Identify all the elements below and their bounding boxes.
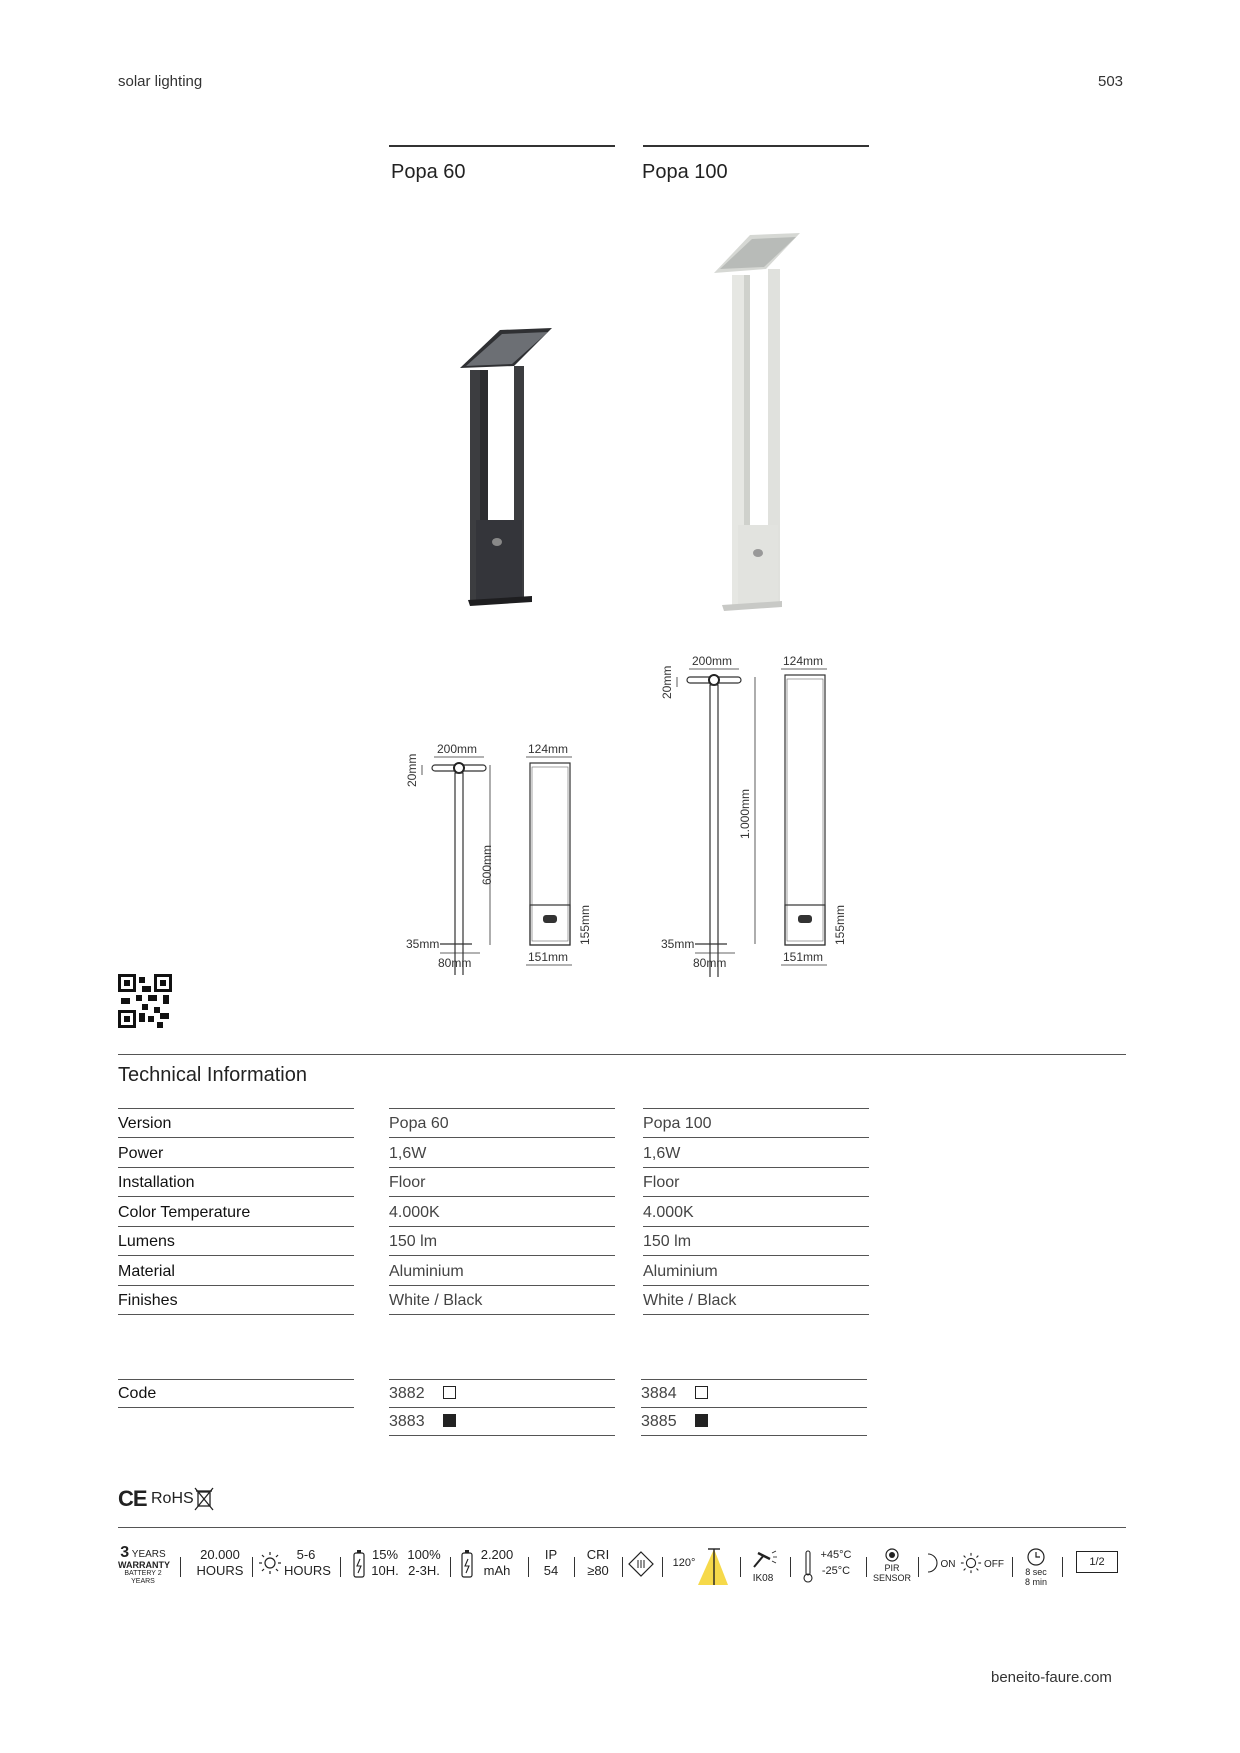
timer-values: 8 sec 8 min [1024, 1567, 1047, 1587]
code-value: 3882 [389, 1385, 425, 1402]
popa60-dim-thick: 20mm [405, 753, 419, 787]
popa60-dim-side-base: 151mm [528, 950, 569, 964]
battery-icon [460, 1549, 474, 1579]
popa60-dim-sensor: 155mm [578, 904, 592, 945]
popa100-dim-thick: 20mm [660, 665, 674, 699]
code-row [641, 1380, 867, 1408]
product-title-popa100: Popa 100 [642, 161, 728, 183]
popa100-product-image [690, 225, 820, 615]
sun-hours: 5-6 HOURS [284, 1547, 331, 1578]
product-title-popa60: Popa 60 [391, 161, 466, 183]
beam-light-icon [694, 1547, 730, 1587]
spec-label: Installation [118, 1169, 354, 1197]
finish-black-swatch [443, 1414, 456, 1427]
class-iii-icon [628, 1551, 654, 1577]
finish-white-swatch [443, 1386, 456, 1399]
sun-icon [258, 1551, 282, 1575]
spec-label: Lumens [118, 1228, 354, 1256]
ce-mark: CE [118, 1486, 147, 1511]
clock-icon [1026, 1547, 1046, 1567]
code-row [389, 1408, 615, 1436]
charge-level-b: 100% 2-3H. [407, 1547, 441, 1578]
spec-value: 1,6W [643, 1140, 869, 1168]
spec-label: Finishes [118, 1287, 354, 1315]
code-row [389, 1380, 615, 1408]
weee-bin-icon [193, 1486, 215, 1512]
code-label: Code [118, 1380, 354, 1408]
pir-sensor-label: PIR SENSOR [872, 1563, 911, 1583]
sun-off-icon [960, 1552, 982, 1574]
popa60-dim-base-d: 80mm [438, 956, 472, 970]
code-value: 3884 [641, 1385, 677, 1402]
popa100-dim-base-w: 35mm [661, 937, 695, 951]
popa100-dim-base-d: 80mm [693, 956, 727, 970]
product-divider [389, 145, 615, 147]
battery-capacity: 2.200 mAh [480, 1547, 514, 1578]
popa100-drawing [655, 647, 865, 977]
ip-rating: IP 54 [543, 1547, 559, 1578]
code-value: 3885 [641, 1413, 677, 1430]
footer-url[interactable]: beneito-faure.com [991, 1669, 1112, 1686]
table-top-line [118, 1108, 354, 1109]
spec-value: Aluminium [643, 1258, 869, 1286]
spec-value: Floor [643, 1169, 869, 1197]
page-number: 503 [1098, 73, 1124, 90]
ratio-box: 1/2 [1076, 1551, 1118, 1573]
popa100-dim-side-top: 124mm [783, 654, 824, 668]
spec-label: Color Temperature [118, 1199, 354, 1227]
table-top-line [643, 1108, 869, 1109]
lifetime-hours: 20.000 HOURS [196, 1547, 244, 1578]
popa60-dim-side-top: 124mm [528, 742, 569, 756]
moon-icon [924, 1553, 938, 1573]
warranty-badge: 3 YEARS WARRANTY BATTERY 2 YEARS [118, 1544, 170, 1585]
beam-angle: 120° [672, 1557, 696, 1569]
popa60-product-image [440, 320, 560, 610]
finish-white-swatch [695, 1386, 708, 1399]
popa60-dim-height: 600mm [480, 844, 494, 885]
section-divider [118, 1054, 1126, 1055]
icon-divider [118, 1527, 1126, 1528]
ik-rating: IK08 [752, 1573, 774, 1584]
spec-value: Popa 60 [389, 1110, 615, 1138]
spec-label: Power [118, 1140, 354, 1168]
section-title: solar lighting [118, 73, 203, 90]
spec-value: White / Black [389, 1287, 615, 1315]
pir-sensor-icon [884, 1547, 900, 1563]
spec-value: Popa 100 [643, 1110, 869, 1138]
feature-icon-bar [118, 1544, 1126, 1597]
on-label: ON [940, 1559, 956, 1570]
spec-value: Aluminium [389, 1258, 615, 1286]
product-divider [643, 145, 869, 147]
popa60-dim-base-w: 35mm [406, 937, 440, 951]
cri-rating: CRI ≥80 [586, 1547, 610, 1578]
spec-value: White / Black [643, 1287, 869, 1315]
popa60-drawing [400, 735, 610, 975]
spec-value: 4.000K [389, 1199, 615, 1227]
spec-label: Material [118, 1258, 354, 1286]
spec-value: Floor [389, 1169, 615, 1197]
code-value: 3883 [389, 1413, 425, 1430]
spec-value: 150 lm [389, 1228, 615, 1256]
temperature-range: +45°C -25°C [820, 1549, 852, 1577]
table-top-line [389, 1108, 615, 1109]
charge-level-a: 15% 10H. [371, 1547, 399, 1578]
popa100-dim-sensor: 155mm [833, 904, 847, 945]
popa100-dim-height: 1.000mm [738, 788, 752, 839]
code-row [641, 1408, 867, 1436]
rohs-mark: RoHS [151, 1490, 194, 1507]
impact-hammer-icon [750, 1549, 780, 1569]
thermometer-icon [802, 1549, 814, 1583]
spec-value: 4.000K [643, 1199, 869, 1227]
spec-value: 150 lm [643, 1228, 869, 1256]
popa100-dim-width: 200mm [692, 654, 733, 668]
spec-label: Version [118, 1110, 354, 1138]
popa60-dim-width: 200mm [437, 742, 478, 756]
finish-black-swatch [695, 1414, 708, 1427]
spec-value: 1,6W [389, 1140, 615, 1168]
battery-charge-icon [352, 1549, 366, 1579]
off-label: OFF [984, 1559, 1004, 1570]
qr-code[interactable] [118, 974, 172, 1028]
popa100-dim-side-base: 151mm [783, 950, 824, 964]
technical-title: Technical Information [118, 1064, 307, 1086]
